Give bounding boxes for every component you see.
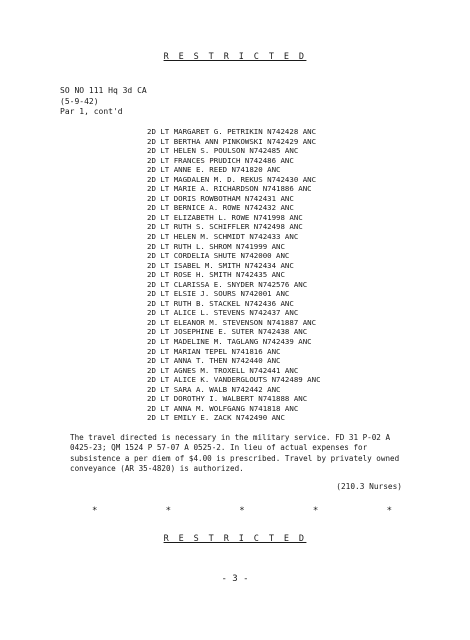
roster-entry: 2D LT EMILY E. ZACK N742490 ANC — [147, 413, 285, 423]
roster-entry: 2D LT ALICE L. STEVENS N742437 ANC — [147, 308, 299, 318]
roster-entry: 2D LT AGNES M. TROXELL N742441 ANC — [147, 365, 299, 375]
roster-entry: 2D LT ANNE E. REED N741820 ANC — [147, 165, 281, 175]
roster-entry: 2D LT RUTH B. STACKEL N742436 ANC — [147, 298, 294, 308]
page-number: - 3 - — [221, 574, 249, 584]
separator-star: * — [165, 506, 172, 516]
roster-entry: 2D LT MARIAN TEPEL N741816 ANC — [147, 346, 281, 356]
roster-entry: 2D LT BERNICE A. ROWE N742432 ANC — [147, 203, 294, 213]
roster-entry: 2D LT ROSE H. SMITH N742435 ANC — [147, 270, 285, 280]
roster-entry: 2D LT MAGDALEN M. D. REKUS N742430 ANC — [147, 174, 317, 184]
roster-entry: 2D LT ISABEL M. SMITH N742434 ANC — [147, 260, 294, 270]
roster-entry: 2D LT SARA A. WALB N742442 ANC — [147, 384, 281, 394]
roster-entry: 2D LT MADELINE M. TAGLANG N742439 ANC — [147, 337, 312, 347]
order-date: (5-9-42) — [60, 96, 99, 106]
roster-entry: 2D LT RUTH S. SCHIFFLER N742498 ANC — [147, 222, 303, 232]
roster-entry: 2D LT ALICE K. VANDERGLOUTS N742489 ANC — [147, 375, 321, 385]
roster-entry: 2D LT CLARISSA E. SNYDER N742576 ANC — [147, 279, 308, 289]
roster-entry: 2D LT ELIZABETH L. ROWE N741998 ANC — [147, 212, 303, 222]
travel-paragraph: The travel directed is necessary in the military service. FD 31 P-02 A 0425-23; QM 1524 P 57-07 A 0525-2. In lieu of actual expenses for subsistence a per diem of $4.00 is prescribed. Travel by privately owned conveyance (AR 35-4820) is authorized. — [70, 433, 400, 473]
order-header — [60, 86, 147, 118]
roster-entry: 2D LT BERTHA ANN PINKOWSKI N742429 ANC — [147, 136, 317, 146]
roster-entry: 2D LT ELSIE J. SOURS N742001 ANC — [147, 289, 290, 299]
roster-entry: 2D LT MARGARET G. PETRIKIN N742428 ANC — [147, 127, 317, 136]
nurse-roster — [147, 127, 321, 423]
roster-entry: 2D LT ANNA M. WOLFGANG N741818 ANC — [147, 403, 299, 413]
roster-entry: 2D LT CORDELIA SHUTE N742000 ANC — [147, 251, 290, 261]
roster-entry: 2D LT ELEANOR M. STEVENSON N741887 ANC — [147, 317, 317, 327]
classification-header: R E S T R I C T E D — [163, 52, 307, 62]
paragraph-continued: Par 1, cont'd — [60, 107, 123, 116]
roster-entry: 2D LT RUTH L. SHROM N741999 ANC — [147, 241, 285, 251]
classification-footer: R E S T R I C T E D — [163, 534, 307, 544]
roster-entry: 2D LT DOROTHY I. WALBERT N741888 ANC — [147, 394, 308, 404]
separator-star: * — [92, 506, 98, 516]
roster-entry: 2D LT HELEN M. SCHMIDT N742433 ANC — [147, 232, 299, 242]
separator-star: * — [312, 506, 319, 516]
roster-entry: 2D LT DORIS ROWBOTHAM N742431 ANC — [147, 193, 294, 203]
nurse-count: (210.3 Nurses) — [336, 482, 402, 491]
roster-entry: 2D LT HELEN S. POULSON N742485 ANC — [147, 146, 299, 156]
roster-entry: 2D LT ANNA T. THEN N742440 ANC — [147, 356, 281, 366]
separator-star: * — [386, 506, 392, 516]
separator-stars — [92, 506, 392, 516]
special-order-number: SO NO 111 Hq 3d CA — [60, 86, 147, 95]
roster-entry: 2D LT JOSEPHINE E. SUTER N742438 ANC — [147, 327, 308, 337]
roster-entry: 2D LT MARIE A. RICHARDSON N741886 ANC — [147, 184, 312, 194]
separator-star: * — [239, 506, 245, 516]
roster-entry: 2D LT FRANCES PRUDICH N742486 ANC — [147, 155, 294, 165]
